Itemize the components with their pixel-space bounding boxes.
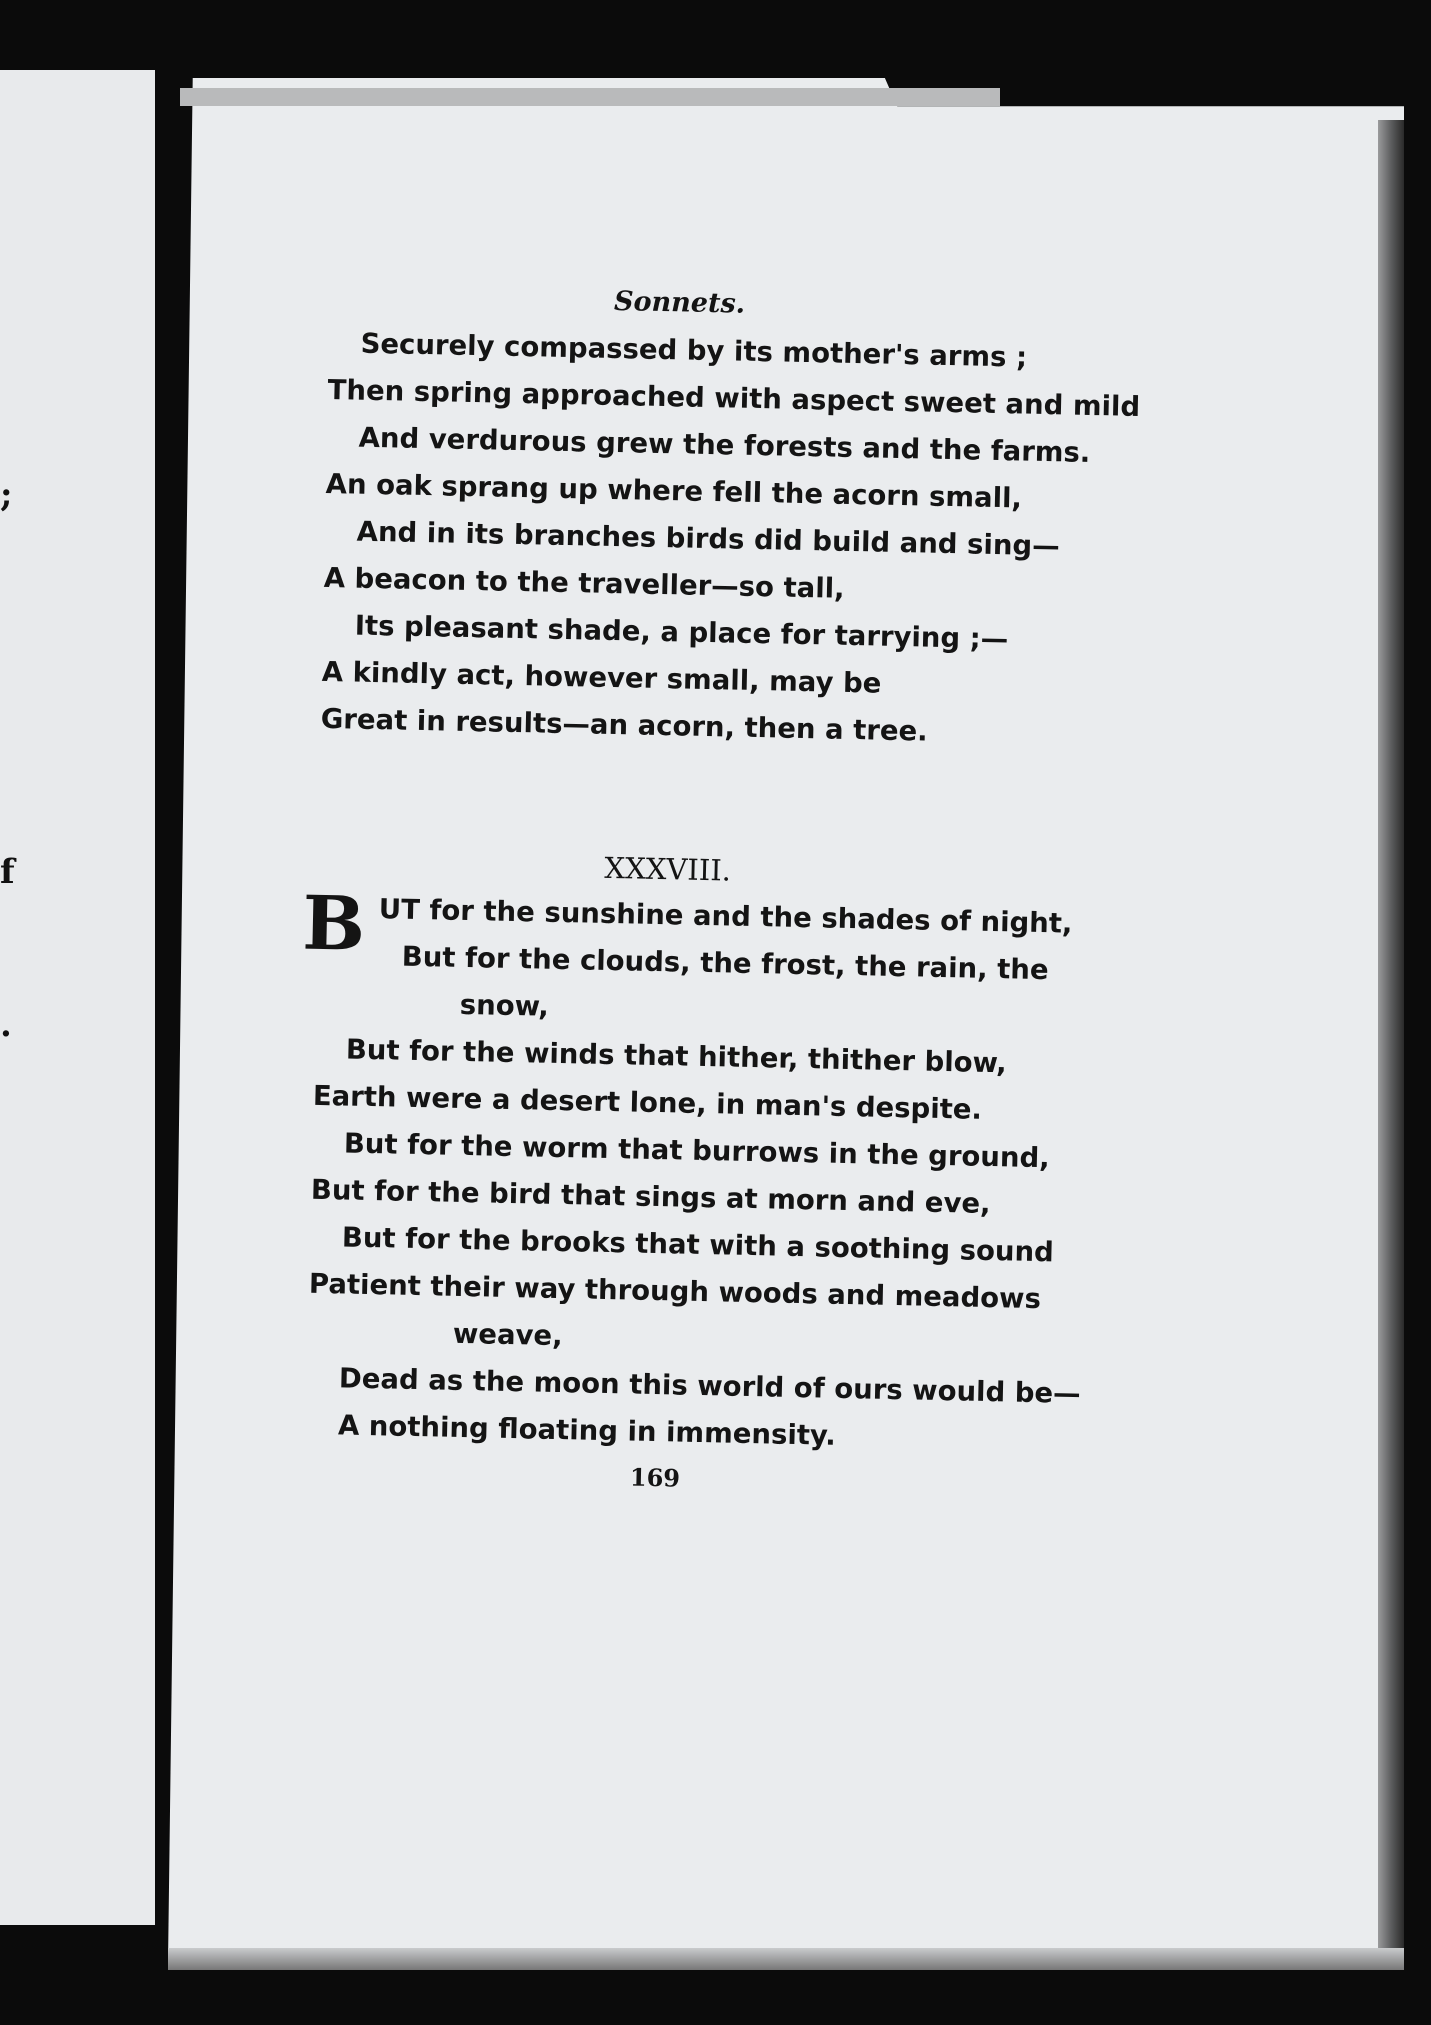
poem-line: Its pleasant shade, a place for tarrying ;—: [354, 609, 1009, 656]
poem-line: Securely compassed by its mother's arms ;: [360, 327, 1028, 374]
poem-line: But for the bird that sings at morn and eve,: [310, 1173, 991, 1221]
first-line-text: UT for the sunshine and the shades of night,: [378, 893, 1073, 940]
poem-line: Patient their way through woods and meadows: [308, 1267, 1042, 1316]
running-head: Sonnets.: [613, 285, 746, 320]
sonnet-number: XXXVIII.: [604, 850, 732, 888]
page-text: [301, 280, 1150, 1506]
poem-line: Earth were a desert lone, in man's despite.: [312, 1079, 983, 1126]
poem-line-continuation: snow,: [459, 988, 550, 1023]
poem-line: A beacon to the traveller—so tall,: [323, 561, 845, 605]
poem-line: And verdurous grew the forests and the farms.: [358, 421, 1091, 469]
poem-line: But for the winds that hither, thither blow,: [345, 1033, 1008, 1080]
poem-line: But for the clouds, the frost, the rain, the: [401, 940, 1049, 987]
poem-line: Dead as the moon this world of ours would be—: [338, 1362, 1081, 1410]
section-gap: [318, 743, 1140, 856]
poem-line: A nothing floating in immensity.: [337, 1409, 837, 1452]
drop-cap: B: [301, 880, 366, 968]
poem-line: An oak sprang up where fell the acorn small,: [325, 467, 1023, 515]
poem-line-continuation: weave,: [452, 1317, 563, 1353]
poem-line: But for the worm that burrows in the ground,: [343, 1127, 1050, 1175]
poem-line: A kindly act, however small, may be: [321, 655, 882, 700]
poem-line: Then spring approached with aspect sweet and mild: [327, 373, 1141, 423]
book-spine: [155, 70, 175, 1930]
continued-sonnet: [320, 320, 1149, 760]
edge-mark-period: .: [0, 1005, 12, 1045]
edge-mark-semicolon: ;: [0, 475, 13, 515]
page-bottom-edge: [168, 1948, 1404, 1970]
page-top-shadow: [180, 88, 1000, 106]
poem-line: Great in results—an acorn, then a tree.: [320, 702, 928, 748]
page-fore-edge: [1378, 120, 1404, 1970]
poem-line: But for the brooks that with a soothing sound: [341, 1221, 1055, 1269]
page-number: 169: [629, 1462, 681, 1493]
previous-page-edge: [0, 70, 155, 1925]
sonnet-xxxviii: [301, 880, 1138, 1466]
edge-mark-f: f: [0, 852, 15, 892]
poem-line: And in its branches birds did build and sing—: [356, 515, 1060, 563]
